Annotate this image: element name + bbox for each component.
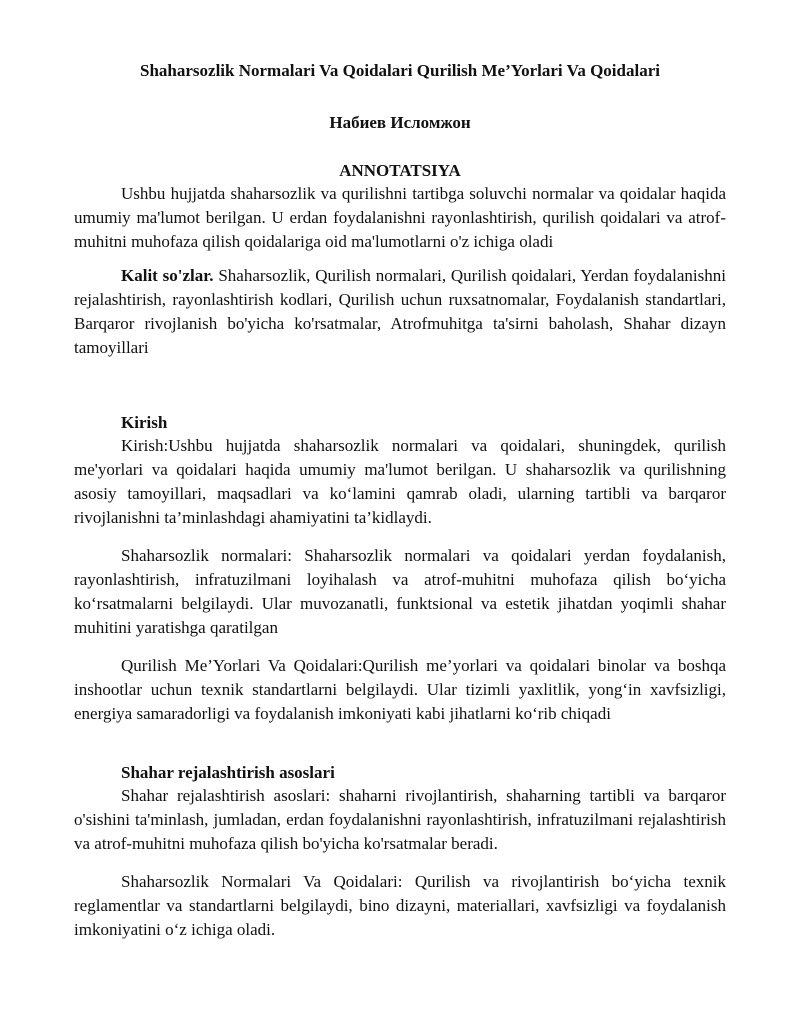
annotation-paragraph: Ushbu hujjatda shaharsozlik va qurilishni tartibga soluvchi normalar va qoidalar haqida umumiy ma'lumot berilgan. U erdan foydalanishni rayonlashtirish, qurilish qoidalari va atrof-muhitni muhofaza qilish qoidalariga oid ma'lumotlarni o'z ichiga oladi <box>74 184 726 251</box>
intro-paragraph-2: Shaharsozlik normalari: Shaharsozlik normalari va qoidalari yerdan foydalanish, rayonlashtirish, infratuzilmani loyihalash va atrof-muhitni muhofaza qilish bo‘yicha ko‘rsatmalarni belgilaydi. Ular muvozanatli, funktsional va estetik jihatdan yoqimli shahar muhitini yaratishga qaratilgan <box>74 546 726 637</box>
keywords-paragraph <box>74 264 726 360</box>
planning-heading: Shahar rejalashtirish asoslari <box>121 763 335 782</box>
keywords-text: Shaharsozlik, Qurilish normalari, Qurilish qoidalari, Yerdan foydalanishni rejalashtirish, rayonlashtirish kodlari, Qurilish uchun ruxsatnomalar, Foydalanish standartlari, Barqaror rivojlanish bo'yicha ko'rsatmalar, Atrofmuhitga ta'sirni baholash, Shahar dizayn tamoyillari <box>74 266 726 357</box>
annotation-heading: ANNOTATSIYA <box>339 161 461 180</box>
intro-heading: Kirish <box>121 413 168 432</box>
planning-paragraph-2: Shaharsozlik Normalari Va Qoidalari: Qurilish va rivojlantirish bo‘yicha texnik reglamentlar va standartlarni belgilaydi, bino dizayni, materiallari, xavfsizligi va foydalanish imkoniyatini o‘z ichiga oladi. <box>74 872 726 939</box>
document-title: Shaharsozlik Normalari Va Qoidalari Qurilish Me’Yorlari Va Qoidalari <box>140 61 660 80</box>
planning-paragraph-1: Shahar rejalashtirish asoslari: shaharni rivojlantirish, shaharning tartibli va barqaror o'sishini ta'minlash, jumladan, erdan foydalanishni rayonlashtirish, infratuzilmani rejalashtirish va atrof-muhitni muhofaza qilish bo'yicha ko'rsatmalar beradi. <box>74 786 726 853</box>
intro-paragraph-3: Qurilish Me’Yorlari Va Qoidalari:Qurilish me’yorlari va qoidalari binolar va boshqa inshootlar uchun texnik standartlarni belgilaydi. Ular tizimli yaxlitlik, yong‘in xavfsizligi, energiya samaradorligi va foydalanish imkoniyati kabi jihatlarni ko‘rib chiqadi <box>74 656 726 723</box>
intro-paragraph-1: Kirish:Ushbu hujjatda shaharsozlik normalari va qoidalari, shuningdek, qurilish me'yorlari va qoidalari haqida umumiy ma'lumot berilgan. U shaharsozlik va qurilishning asosiy tamoyillari, maqsadlari va ko‘lamini qamrab oladi, ularning tartibli va barqaror rivojlanishni ta’minlashdagi ahamiyatini ta’kidlaydi. <box>74 436 726 527</box>
keywords-label: Kalit so'zlar. <box>121 266 214 285</box>
document-page <box>74 60 726 942</box>
author-name: Набиев Исломжон <box>329 113 471 132</box>
